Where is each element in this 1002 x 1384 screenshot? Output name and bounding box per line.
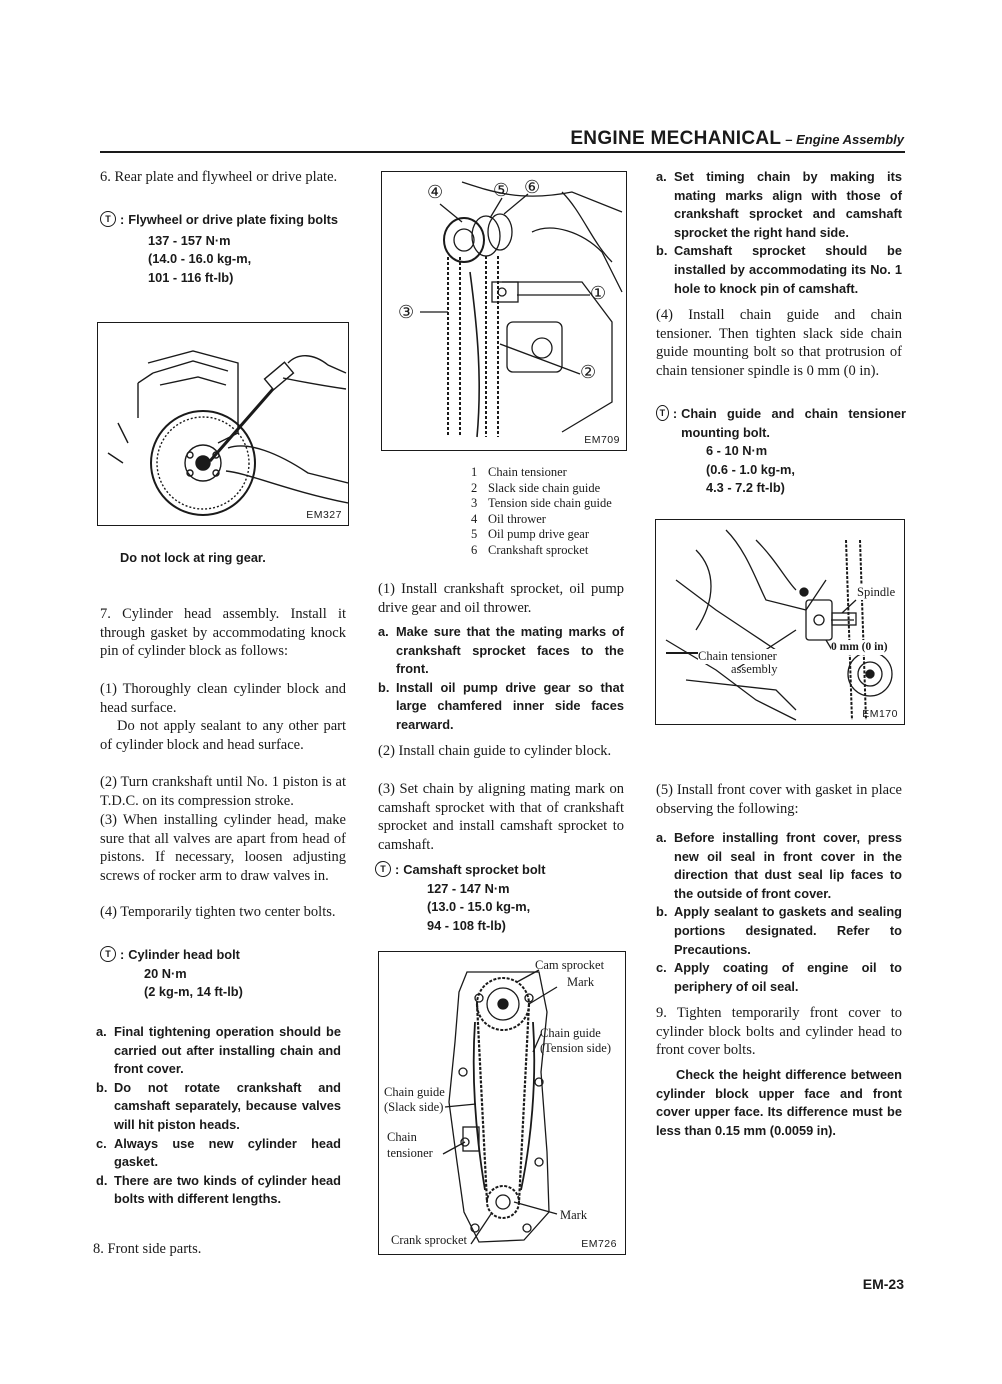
parts-legend	[471, 465, 631, 559]
step-6: 6. Rear plate and flywheel or drive plate.	[100, 169, 338, 185]
figure-code: EM726	[581, 1238, 617, 1250]
label-crank-sprocket: Crank sprocket	[391, 1233, 468, 1247]
list-item: c. Apply coating of engine oil to periphery of oil seal.	[656, 960, 902, 994]
label-spindle: Spindle	[857, 585, 896, 599]
head-spec-label: Cylinder head bolt	[128, 947, 240, 962]
step-4: (4) Install chain guide and chain tensioner. Then tighten slack side chain guide mounting bolt so that protrusion of chain tensioner spindle is 0 mm (0 in).	[656, 307, 902, 379]
timing-parts-illustration	[382, 172, 626, 450]
list-item: b. Do not rotate crankshaft and camshaft separately, because valves will hit piston heads.	[96, 1079, 341, 1132]
section-title: ENGINE MECHANICAL	[570, 128, 782, 149]
subsection-title: – Engine Assembly	[785, 132, 904, 147]
figure-code: EM709	[584, 434, 620, 446]
front-cover-notes	[656, 829, 902, 996]
step-7-1-note: Do not apply sealant to any other part of cylinder block and head surface.	[100, 718, 346, 753]
legend-row: 3 Tension side chain guide	[471, 496, 612, 511]
spec-line: 94 - 108 ft-lb)	[427, 917, 506, 933]
label-guide-tension: Chain guide	[540, 1026, 601, 1040]
callout-2: ②	[580, 362, 597, 382]
step-3: (3) Set chain by aligning mating mark on camshaft sprocket with that of crankshaft sprocket and install camshaft sprocket to camshaft.	[378, 781, 624, 853]
spec-line: (0.6 - 1.0 kg-m,	[706, 461, 795, 477]
figure-code: EM327	[306, 509, 342, 521]
spec-line: 20 N·m	[144, 965, 187, 981]
figure-flywheel	[97, 322, 349, 526]
tensioner-spec-label: Chain guide and chain tensioner mounting bolt.	[681, 406, 906, 440]
flywheel-torque-spec: T : Flywheel or drive plate fixing bolts 137 - 157 N·m (14.0 - 16.0 kg-m, 101 - 116 ft-lb)	[100, 211, 350, 287]
legend-row: 2 Slack side chain guide	[471, 480, 601, 495]
list-item: a. Make sure that the mating marks of crankshaft sprocket faces to the front.	[378, 624, 624, 677]
label-mark-top: Mark	[567, 975, 595, 989]
label-tensioner-assembly: assembly	[731, 662, 778, 676]
tensioner-illustration	[656, 520, 904, 724]
step-2: (2) Install chain guide to cylinder block.	[378, 743, 612, 759]
step-7: 7. Cylinder head assembly. Install it through gasket by accommodating knock pin of cylinder block as follows:	[100, 606, 346, 660]
list-item: b. Apply sealant to gaskets and sealing portions designated. Refer to Precautions.	[656, 904, 902, 957]
torque-icon: T	[375, 861, 391, 877]
legend-row: 5 Oil pump drive gear	[471, 527, 590, 542]
callout-3: ③	[398, 302, 415, 322]
step-7-4: (4) Temporarily tighten two center bolts.	[100, 904, 336, 920]
callout-4: ④	[427, 182, 444, 202]
head-notes	[96, 1023, 341, 1209]
step-8: 8. Front side parts.	[93, 1241, 202, 1257]
cam-spec-label: Camshaft sprocket bolt	[403, 862, 546, 877]
step-7-1: (1) Thoroughly clean cylinder block and head surface.	[100, 681, 346, 716]
label-guide-tension-side: (Tension side)	[540, 1041, 611, 1055]
callout-6: ⑥	[524, 177, 541, 197]
spec-line: (14.0 - 16.0 kg-m,	[148, 251, 252, 267]
label-guide-slack-side: (Slack side)	[384, 1100, 444, 1114]
page-number: EM-23	[862, 1276, 904, 1292]
spec-line: (2 kg-m, 14 ft-lb)	[144, 984, 243, 1000]
step-9: 9. Tighten temporarily front cover to cylinder block bolts and cylinder head to front cover bolts.	[656, 1005, 902, 1059]
spec-line: 6 - 10 N·m	[706, 443, 768, 459]
flywheel-spec-label: Flywheel or drive plate fixing bolts	[128, 212, 339, 227]
legend-row: 1 Chain tensioner	[471, 465, 567, 479]
spec-line: 127 - 147 N·m	[427, 880, 510, 896]
step-5: (5) Install front cover with gasket in place observing the following:	[656, 782, 902, 817]
label-tensioner: Chain	[387, 1130, 417, 1144]
cam-torque-spec: T : Camshaft sprocket bolt 127 - 147 N·m (13.0 - 15.0 kg-m, 94 - 108 ft-lb)	[375, 861, 625, 935]
step-9-note: Check the height difference between cylinder block upper face and front cover upper face. Its difference must be less than 0.15 mm (0.0059 in).	[656, 1067, 902, 1138]
step-7-3: (3) When installing cylinder head, make sure that all valves are apart from head of pistons. If necessary, loosen adjusting screws of rocker arm to draw valves in.	[100, 812, 346, 884]
spec-line: 4.3 - 7.2 ft-lb)	[706, 480, 785, 496]
label-zero-protrusion: 0 mm (0 in)	[831, 641, 888, 653]
label-tensioner-2: tensioner	[387, 1146, 433, 1160]
spec-line: 101 - 116 ft-lb)	[148, 269, 234, 285]
torque-icon: T	[100, 946, 116, 962]
label-mark-bottom: Mark	[560, 1208, 588, 1222]
legend-row: 6 Crankshaft sprocket	[471, 542, 589, 557]
figure-caption: Do not lock at ring gear.	[120, 550, 266, 565]
step-7-2: (2) Turn crankshaft until No. 1 piston is at T.D.C. on its compression stroke.	[100, 774, 346, 809]
callout-1: ①	[590, 283, 607, 303]
tensioner-torque-spec: T : Chain guide and chain tensioner mounting bolt. 6 - 10 N·m (0.6 - 1.0 kg-m, 4.3 - 7.2 ft-lb)	[656, 405, 906, 498]
list-item: a. Final tightening operation should be carried out after installing chain and front cover.	[96, 1024, 341, 1077]
list-item: b. Camshaft sprocket should be installed by accommodating its No. 1 hole to knock pin of camshaft.	[656, 243, 902, 296]
figure-code: EM170	[862, 708, 898, 720]
torque-icon: T	[100, 211, 116, 227]
chain-notes	[656, 168, 902, 298]
figure-timing-parts	[381, 171, 627, 451]
flywheel-illustration	[98, 323, 348, 525]
spec-line: (13.0 - 15.0 kg-m,	[427, 899, 531, 915]
page-header	[520, 128, 904, 150]
label-guide-slack: Chain guide	[384, 1085, 445, 1099]
list-item: a. Set timing chain by making its mating marks align with those of crankshaft sprocket and camshaft sprocket the right hand side.	[656, 169, 902, 240]
legend-row: 4 Oil thrower	[471, 511, 546, 526]
step-1: (1) Install crankshaft sprocket, oil pump drive gear and oil thrower.	[378, 581, 624, 616]
head-bolt-torque-spec: T : Cylinder head bolt 20 N·m (2 kg-m, 14 ft-lb)	[100, 946, 350, 1002]
step-1-notes	[378, 623, 624, 735]
header-rule	[100, 151, 905, 153]
figure-chain-layout	[378, 951, 626, 1255]
label-cam-sprocket: Cam sprocket	[535, 958, 605, 972]
list-item: b. Install oil pump drive gear so that large chamfered inner side faces rearward.	[378, 679, 624, 732]
list-item: c. Always use new cylinder head gasket.	[96, 1135, 341, 1170]
callout-5: ⑤	[493, 180, 510, 200]
torque-icon: T	[656, 405, 669, 421]
figure-tensioner	[655, 519, 905, 725]
list-item: d. There are two kinds of cylinder head bolts with different lengths.	[96, 1172, 341, 1207]
label-chain-tensioner: Chain tensioner	[698, 649, 777, 663]
spec-line: 137 - 157 N·m	[148, 232, 231, 248]
list-item: a. Before installing front cover, press new oil seal in front cover in the direction that dust seal lip faces to the outside of front cover.	[656, 830, 902, 901]
